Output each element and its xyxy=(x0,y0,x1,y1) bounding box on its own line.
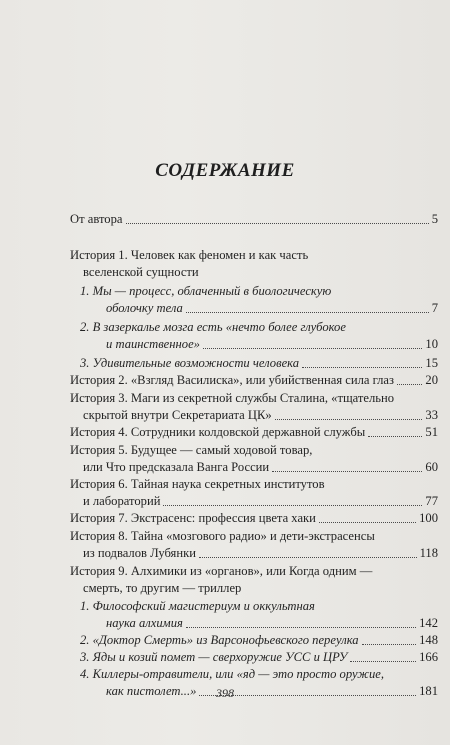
toc-page-number: 10 xyxy=(425,337,438,351)
leader-dots xyxy=(397,383,422,385)
toc-entry-title: и лабораторий xyxy=(83,494,161,508)
toc-entry-title: как пистолет...» xyxy=(106,684,197,698)
leader-dots xyxy=(368,435,422,437)
toc-page-number: 166 xyxy=(419,650,438,664)
toc-entry-line xyxy=(106,336,438,352)
toc-entry-line xyxy=(70,211,438,227)
leader-dots xyxy=(319,521,416,523)
toc-page-number: 181 xyxy=(419,684,438,698)
toc-entry-title: и таинственное» xyxy=(106,337,200,351)
toc-page-number: 77 xyxy=(425,494,438,508)
toc-entry-title: из подвалов Лубянки xyxy=(83,546,196,560)
toc-entry-line xyxy=(70,510,438,526)
toc-page-number: 33 xyxy=(425,408,438,422)
toc-page-number: 60 xyxy=(425,460,438,474)
toc-entry-title: История 7. Экстрасенс: профессия цвета хаки xyxy=(70,511,316,525)
leader-dots xyxy=(163,504,422,506)
toc-entry-line: 1. Мы — процесс, облаченный в биологическую xyxy=(80,284,332,298)
toc-entry-line: История 1. Человек как феномен и как часть xyxy=(70,248,309,262)
toc-page-number: 118 xyxy=(419,546,438,560)
toc-page-number: 148 xyxy=(419,633,438,647)
toc-page-number: 5 xyxy=(431,212,438,226)
toc-entry-line xyxy=(83,493,438,509)
toc-page-number: 20 xyxy=(425,373,438,387)
toc-entry-line: смерть, то другим — триллер xyxy=(83,581,242,595)
toc-entry-line xyxy=(70,424,438,440)
toc-heading: СОДЕРЖАНИЕ xyxy=(155,160,295,181)
toc-page-number: 142 xyxy=(419,616,438,630)
toc-entry-line: История 9. Алхимики из «органов», или Когда одним — xyxy=(70,564,373,578)
toc-entry-line: История 8. Тайна «мозгового радио» и дети-экстрасенсы xyxy=(70,529,375,543)
toc-entry-line: вселенской сущности xyxy=(83,265,199,279)
toc-entry-title: От автора xyxy=(70,212,123,226)
toc-entry-line xyxy=(106,300,438,316)
leader-dots xyxy=(272,470,422,472)
toc-entry-line: 1. Философский магистериум и оккультная xyxy=(80,599,315,613)
toc-entry-line xyxy=(83,459,438,475)
toc-entry-line: 4. Киллеры-отравители, или «яд — это просто оружие, xyxy=(80,667,385,681)
page-number: 398 xyxy=(216,686,234,700)
toc-entry-line xyxy=(80,632,438,648)
leader-dots xyxy=(350,660,416,662)
toc-entry-title: скрытой внутри Секретариата ЦК» xyxy=(83,408,272,422)
toc-entry-line: История 5. Будущее — самый ходовой товар, xyxy=(70,443,313,457)
leader-dots xyxy=(275,418,423,420)
toc-entry-title: 3. Яды и козий помет — сверхоружие УСС и ЦРУ xyxy=(80,650,348,664)
leader-dots xyxy=(186,626,416,628)
toc-entry-line: История 6. Тайная наука секретных институтов xyxy=(70,477,325,491)
toc-entry-title: наука алхимия xyxy=(106,616,183,630)
leader-dots xyxy=(126,222,429,224)
leader-dots xyxy=(362,643,417,645)
leader-dots xyxy=(203,347,422,349)
toc-entry-title: оболочку тела xyxy=(106,301,183,315)
toc-page-number: 100 xyxy=(419,511,438,525)
toc-page-number: 51 xyxy=(425,425,438,439)
toc-entry-title: История 2. «Взгляд Василиска», или убийственная сила глаз xyxy=(70,373,394,387)
leader-dots xyxy=(199,556,417,558)
toc-entry-title: или Что предсказала Ванга России xyxy=(83,460,270,474)
toc-entry-title: 2. «Доктор Смерть» из Варсонофьевского переулка xyxy=(80,633,359,647)
toc-entry-line xyxy=(80,649,438,665)
toc-entry-line xyxy=(106,615,438,631)
toc-page-number: 7 xyxy=(431,301,438,315)
toc-entry-line xyxy=(83,545,438,561)
leader-dots xyxy=(302,366,422,368)
toc-page-number: 15 xyxy=(425,356,438,370)
leader-dots xyxy=(186,311,429,313)
toc-entry-line xyxy=(80,355,438,371)
toc-entry-line xyxy=(83,407,438,423)
toc-entry-line: История 3. Маги из секретной службы Сталина, «тщательно xyxy=(70,391,395,405)
toc-entry-title: 3. Удивительные возможности человека xyxy=(80,356,300,370)
toc-entry-line xyxy=(70,372,438,388)
toc-entry-title: История 4. Сотрудники колдовской державной службы xyxy=(70,425,366,439)
toc-entry-line: 2. В зазеркалье мозга есть «нечто более глубокое xyxy=(80,320,346,334)
